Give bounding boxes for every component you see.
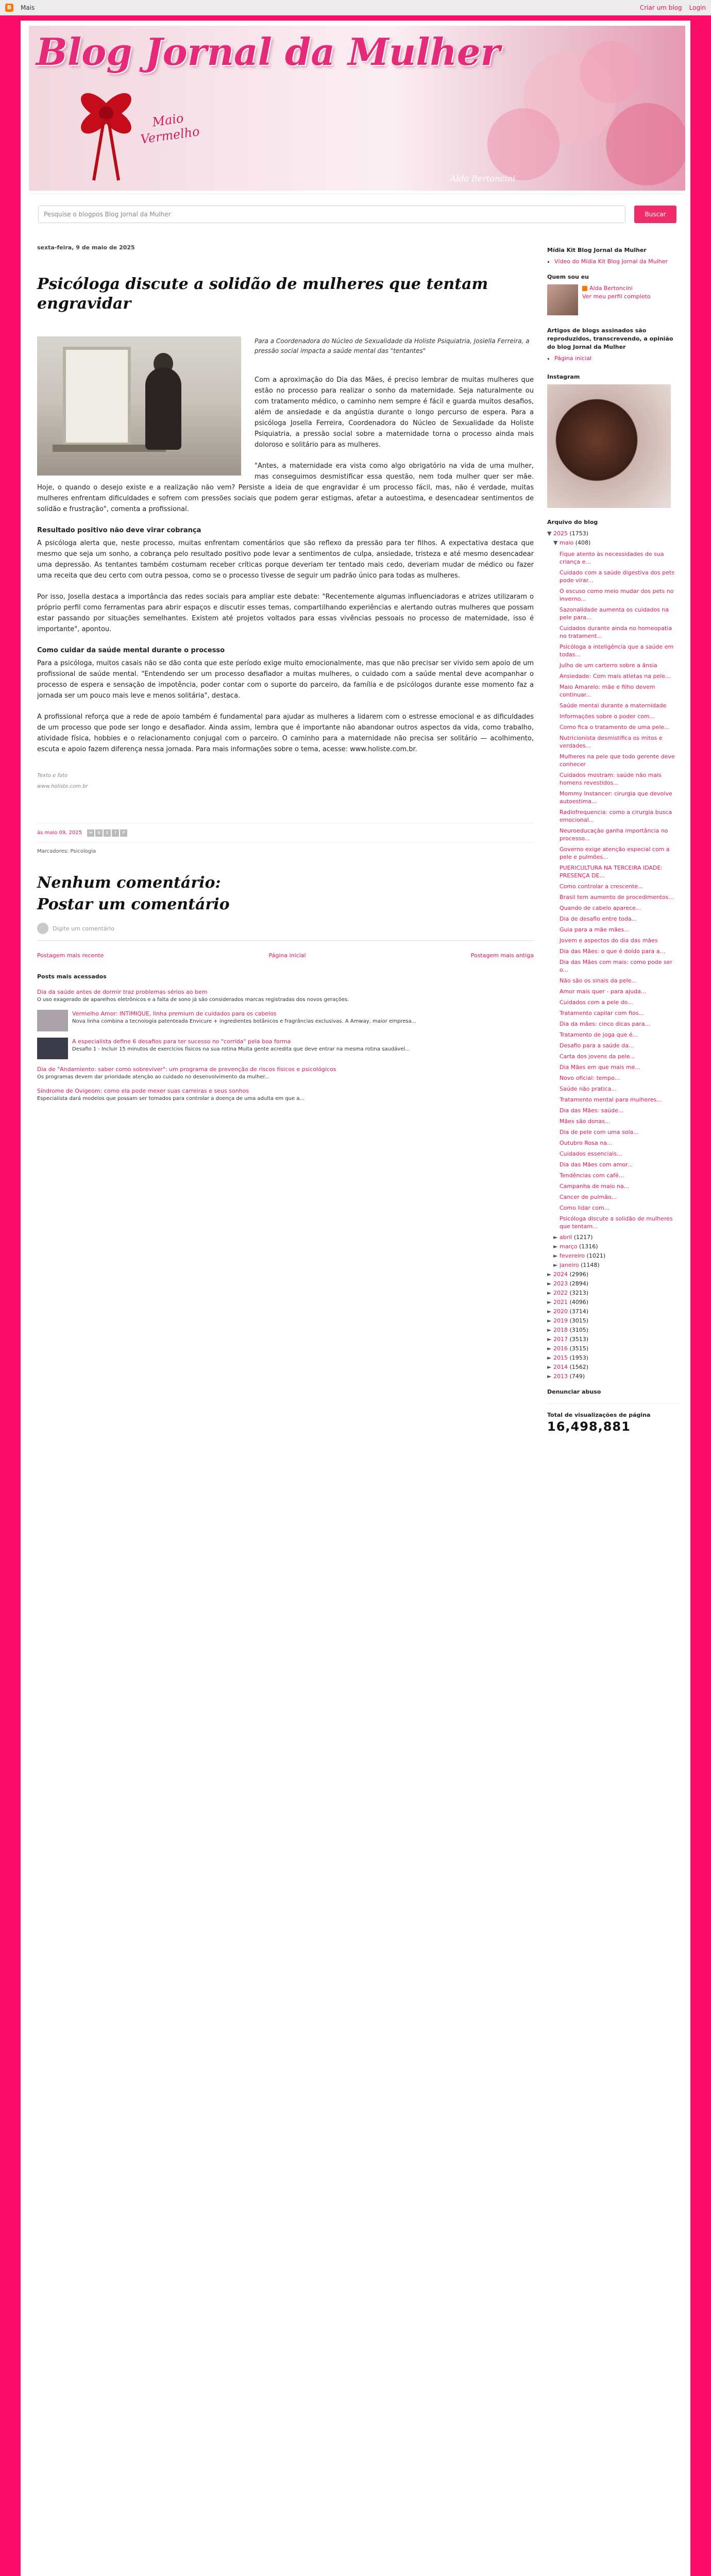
image-caption: Para a Coordenadora do Núcleo de Sexualidade da Holiste Psiquiatria, Josiella Ferreira, a pressão social impacta a saúde mental das "tentantes" bbox=[255, 337, 530, 354]
archive-post-link[interactable]: Dia de pele com uma sola... bbox=[560, 1129, 639, 1136]
triangle-right-icon[interactable]: ► bbox=[553, 1252, 558, 1259]
triangle-down-icon[interactable]: ▼ bbox=[553, 539, 558, 546]
blogger-icon bbox=[582, 286, 587, 291]
profile-name[interactable]: Alda Bertoncini bbox=[589, 285, 633, 292]
archive-year-count: (2996) bbox=[569, 1271, 589, 1278]
post-source-link[interactable]: www.holiste.com.br bbox=[37, 784, 88, 789]
archive-month[interactable] bbox=[547, 1252, 679, 1260]
popular-post-title[interactable]: Dia da saúde antes de dormir traz problemas sérios ao bem bbox=[37, 989, 208, 995]
search-input[interactable]: Pesquise o blogpos Blog Jornal da Mulher bbox=[38, 206, 625, 223]
main-column bbox=[37, 239, 534, 1103]
archive-post-link[interactable]: Maio Amarelo: mãe e filho devem continuar... bbox=[560, 684, 655, 698]
profile-photo[interactable] bbox=[547, 284, 578, 315]
archive-month-label[interactable]: fevereiro bbox=[560, 1252, 585, 1259]
popular-post-item[interactable] bbox=[37, 1010, 534, 1031]
post-body bbox=[37, 334, 534, 792]
red-bow-icon bbox=[81, 93, 131, 180]
archive-post-link[interactable]: Quando de cabelo aparece... bbox=[560, 905, 641, 911]
archive-post-link[interactable]: Fique atento às necessidades de sua criança e... bbox=[560, 551, 664, 565]
popular-post-snippet: Os programas devem dar prioridade atenção ao cuidado no desenvolvimento da mulher... bbox=[37, 1074, 270, 1080]
sidebar bbox=[547, 239, 679, 1434]
archive-year-label[interactable]: 2016 bbox=[553, 1345, 568, 1352]
triangle-right-icon[interactable]: ► bbox=[553, 1234, 558, 1241]
popular-post-item[interactable] bbox=[37, 1038, 534, 1059]
archive-year-count: (4096) bbox=[569, 1299, 589, 1306]
profile-heading: Quem sou eu bbox=[547, 274, 589, 280]
triangle-right-icon[interactable]: ► bbox=[547, 1299, 552, 1306]
archive-year[interactable] bbox=[547, 1345, 679, 1353]
archive-post-link[interactable]: Cancer de pulmão... bbox=[560, 1194, 617, 1200]
archive-year-label[interactable]: 2014 bbox=[553, 1364, 568, 1370]
post-subheading-2: Como cuidar da saúde mental durante o processo bbox=[37, 647, 225, 654]
archive-year-label[interactable]: 2015 bbox=[553, 1354, 568, 1361]
comment-form bbox=[37, 923, 534, 941]
archive-year[interactable] bbox=[547, 1372, 679, 1381]
popular-post-title[interactable]: Vermelho Amor: INTIMIQUE, linha premium de cuidados para os cabelos bbox=[72, 1010, 277, 1017]
archive-year-count: (1753) bbox=[569, 530, 589, 537]
archive-post-link[interactable]: Tratamento de joga que é... bbox=[560, 1031, 638, 1038]
profile-widget bbox=[547, 284, 679, 315]
archive-year[interactable] bbox=[547, 1289, 679, 1297]
archive-year[interactable] bbox=[547, 1317, 679, 1325]
popular-post-title[interactable]: A especialista define 6 desafios para ter sucesso no "corrida" pela boa forma bbox=[72, 1038, 291, 1045]
post-source: Texto e foto bbox=[37, 773, 68, 778]
archive-post-link[interactable]: Dia das Mães com mais: como pode ser o... bbox=[560, 959, 673, 973]
popular-post-snippet: O uso exagerado de aparelhos eletrônicos e a falta de sono já são considerados marcas registradas dos novos gerações. bbox=[37, 997, 349, 1003]
archive-post-link[interactable]: Outubro Rosa na... bbox=[560, 1140, 613, 1146]
archive-year[interactable] bbox=[547, 1363, 679, 1371]
post-timestamp[interactable]: às maio 09, 2025 bbox=[37, 830, 82, 836]
archive-month-label[interactable]: março bbox=[560, 1243, 578, 1250]
triangle-right-icon[interactable]: ► bbox=[553, 1243, 558, 1250]
archive-month-count: (1148) bbox=[581, 1262, 600, 1268]
pageviews-counter: 16,498,881 bbox=[547, 1419, 631, 1434]
popular-post-title[interactable]: Síndrome de Ovigeom: como ela pode mexer suas carreiras e seus sonhos bbox=[37, 1088, 249, 1094]
popular-post-snippet: Especialista dará modelos que possam ser tomados para controlar a doença de uma adulta em que a... bbox=[37, 1096, 305, 1101]
post-title[interactable]: Psicóloga discute a solidão de mulheres que tentam engravidar bbox=[37, 275, 488, 313]
home-link[interactable]: Página inicial bbox=[268, 952, 306, 959]
archive-post-link[interactable]: Dia das Mães: saúde... bbox=[560, 1107, 624, 1114]
archive-post-link[interactable]: Psicóloga discute a solidão de mulheres que tentam... bbox=[560, 1215, 673, 1230]
search-button[interactable]: Buscar bbox=[634, 206, 676, 223]
media-kit-heading: Mídia Kit Blog Jornal da Mulher bbox=[547, 247, 647, 253]
archive-heading: Arquivo do blog bbox=[547, 519, 598, 526]
subtitle-line-2: Vermelho bbox=[140, 124, 201, 147]
archive-year[interactable] bbox=[547, 1298, 679, 1307]
newer-post-link[interactable]: Postagem mais recente bbox=[37, 952, 104, 959]
post-paragraph-3: A psicóloga alerta que, neste processo, muitas enfrentam comentários que são reflexo da pressão para ter filhos. A expectativa destaca que mesmo que seja um sonho, a cobrança pelo resultado positivo pode levar a sentimentos de culpa, ansiedade, tristeza e até mesmo desencadear uma depressão. As tentantes também costumam receber críticas porque deveriam ter tentado mais cedo, deveriam mudar de médico ou fazer uma receita que deu certo com outra pessoa, como se o processo tivesse de seguir um padrão único para todas as mulheres. bbox=[37, 539, 534, 580]
popular-post-snippet: Nova linha combina a tecnologia patenteada Envicure + ingredientes botânicos e fragrâncias exclusivas. A Amway, maior empresa... bbox=[72, 1019, 417, 1024]
archive-month[interactable] bbox=[547, 1243, 679, 1251]
triangle-right-icon[interactable]: ► bbox=[547, 1354, 552, 1361]
archive-year-label[interactable]: 2013 bbox=[553, 1373, 568, 1380]
archive-year-label[interactable]: 2020 bbox=[553, 1308, 568, 1315]
login-link[interactable]: Login bbox=[689, 4, 706, 11]
archive-post-link[interactable]: Governo exige atenção especial com a pele e pulmões... bbox=[560, 846, 670, 860]
archive-post-link[interactable]: Neuroeducação ganha importância no processo... bbox=[560, 827, 668, 842]
archive-post-link[interactable]: Dia das Mães: o que é doído para a... bbox=[560, 948, 666, 955]
triangle-right-icon[interactable]: ► bbox=[547, 1317, 552, 1324]
archive-year[interactable] bbox=[547, 1270, 679, 1279]
archive-year-label[interactable]: 2019 bbox=[553, 1317, 568, 1324]
blog-pager bbox=[37, 950, 534, 961]
comments-heading bbox=[37, 872, 534, 916]
archive-post-link[interactable]: Saúde não pratica... bbox=[560, 1086, 617, 1092]
archive-post-link[interactable]: Mães são donas... bbox=[560, 1118, 611, 1125]
report-abuse-link[interactable]: Denunciar abuso bbox=[547, 1388, 679, 1404]
archive-post-link[interactable]: Como lidar com... bbox=[560, 1205, 610, 1211]
blogger-navbar bbox=[0, 0, 711, 15]
archive-month-label[interactable]: maio bbox=[560, 539, 574, 546]
popular-posts-heading: Posts mais acessados bbox=[37, 973, 107, 980]
archive-month-count: (1316) bbox=[579, 1243, 598, 1250]
older-post-link[interactable]: Postagem mais antiga bbox=[470, 952, 534, 959]
blogger-logo-icon[interactable]: B bbox=[5, 4, 13, 12]
triangle-right-icon[interactable]: ► bbox=[547, 1345, 552, 1352]
archive-post-link[interactable]: Cuidados com a pele do... bbox=[560, 999, 633, 1006]
archive-post-link[interactable]: Dia Mães em que mais me... bbox=[560, 1064, 640, 1071]
pinterest-share-icon[interactable]: P bbox=[120, 829, 127, 837]
archive-year[interactable] bbox=[547, 1335, 679, 1344]
post-paragraph-4: Por isso, Josella destaca a importância das redes sociais para ampliar este debate: "Recentemente algumas influenciadoras e atrizes utilizaram o próprio perfil como ferramentas para abrir espaços e discutir esses temas, compartilhando experiências e alertando outras mulheres que possam estar passando por situações semelhantes. Existem até projetos voltados para essas vivências pessoais no processo de maternidade, isso é importante", apontou. bbox=[37, 593, 534, 633]
archive-post-link[interactable]: O escuso como meio mudar dos pets no inverno... bbox=[560, 588, 674, 602]
archive-post-link[interactable]: Cuidados mostram: saúde não mais homens revestidos... bbox=[560, 772, 662, 786]
archive-post-link[interactable]: Dia das Mães com amor... bbox=[560, 1161, 633, 1168]
archive-post-link[interactable]: Novo oficial: tempo... bbox=[560, 1075, 620, 1081]
blog-header bbox=[29, 26, 685, 191]
post-comment-heading: Postar um comentário bbox=[37, 895, 230, 913]
archive-years-list bbox=[547, 1270, 679, 1381]
archive-post-link[interactable]: Tendências com café... bbox=[560, 1172, 624, 1179]
archive-year-count: (3105) bbox=[569, 1327, 589, 1333]
archive-post-link[interactable]: Julho de um carterro sobre a ânsia bbox=[560, 662, 657, 669]
archive-month-label[interactable]: janeiro bbox=[560, 1262, 579, 1268]
archive-post-link[interactable]: PUERICULTURA NA TERCEIRA IDADE: PRESENÇA DE... bbox=[560, 865, 663, 879]
blog-share-icon[interactable]: B bbox=[95, 829, 103, 837]
post-labels[interactable]: Marcadores: Psicologia bbox=[37, 849, 96, 854]
archive-year-count: (1562) bbox=[569, 1364, 589, 1370]
archive-year-count: (3015) bbox=[569, 1317, 589, 1324]
archive-month-label[interactable]: abril bbox=[560, 1234, 572, 1241]
archive-year-count: (749) bbox=[569, 1373, 585, 1380]
archive-month[interactable] bbox=[547, 1261, 679, 1269]
triangle-right-icon[interactable]: ► bbox=[547, 1271, 552, 1278]
navbar-right bbox=[640, 4, 706, 11]
archive-month-count: (1021) bbox=[586, 1252, 606, 1259]
archive-post-link[interactable]: Saúde mental durante a maternidade bbox=[560, 702, 667, 709]
email-share-icon[interactable]: ✉ bbox=[87, 829, 94, 837]
archive-year-label[interactable]: 2021 bbox=[553, 1299, 568, 1306]
archive-post-link[interactable]: Informações sobre o poder com... bbox=[560, 713, 655, 720]
twitter-share-icon[interactable]: X bbox=[104, 829, 111, 837]
archive-post-link[interactable]: Cuidados essenciais... bbox=[560, 1150, 622, 1157]
archive-year-label[interactable]: 2023 bbox=[553, 1280, 568, 1287]
archive-post-link[interactable]: Guia para a mãe mães... bbox=[560, 926, 630, 933]
profile-link[interactable]: Ver meu perfil completo bbox=[582, 293, 651, 300]
triangle-right-icon[interactable]: ► bbox=[547, 1373, 552, 1380]
popular-post-title[interactable]: Dia de "Andamiento: saber como sobreviver": um programa de prevenção de riscos físicos e psicológicos bbox=[37, 1066, 336, 1073]
archive-post-link[interactable]: Cuidados durante ainda no homeopatia no tratament... bbox=[560, 625, 672, 639]
archive-post-link[interactable]: Cuidado com a saúde digestiva dos pets pode virar... bbox=[560, 569, 674, 584]
post-image[interactable] bbox=[37, 336, 241, 476]
archive-year-count: (3714) bbox=[569, 1308, 589, 1315]
comments-count: Nenhum comentário: bbox=[37, 874, 221, 892]
archive-year-label[interactable]: 2024 bbox=[553, 1271, 568, 1278]
post-footer bbox=[37, 823, 534, 843]
archive-year-count: (1953) bbox=[569, 1354, 589, 1361]
archive-post-link[interactable]: Jovem e aspectos do dia das mães bbox=[560, 937, 658, 944]
popular-post-thumbnail[interactable] bbox=[37, 1010, 68, 1031]
archive-post-list bbox=[547, 550, 679, 1230]
archive-post-link[interactable]: Radiofrequencia: como a cirurgia busca emocional... bbox=[560, 809, 672, 823]
post-paragraph-6: A profissional reforça que a rede de apoio também é fundamental para ajudar as mulheres a lidarem com o estresse emocional e as dificuldades de um processo que pode ser longo e desafiador. Ainda assim, lembra que é importante não abandonar outros aspectos da vida, como trabalho, atividade física, hobbies e o relacionamento conjugal com o parceiro. O caminho para a maternidade não precisa ser solitário — acolhimento, escuta e apoio fazem diferença nessa jornada. Para mais informações sobre o tema, acesse: www.holiste.com.br. bbox=[37, 713, 534, 753]
archive-post-link[interactable]: Brasil tem aumento de procedimentos... bbox=[560, 894, 674, 901]
archive-post-link[interactable]: Como fica o tratamento de uma pele... bbox=[560, 724, 670, 731]
triangle-right-icon[interactable]: ► bbox=[547, 1336, 552, 1343]
share-buttons bbox=[87, 829, 127, 837]
archive-post-link[interactable]: Dia da mães: cinco dicas para... bbox=[560, 1021, 651, 1027]
archive-year-label[interactable]: 2017 bbox=[553, 1336, 568, 1343]
archive-year[interactable] bbox=[547, 1326, 679, 1334]
archive-year-count: (3515) bbox=[569, 1345, 589, 1352]
post-paragraph-5: Para a psicóloga, muitos casais não se dão conta que este período exige muito emocionalmente, mas que não precisar ser vivido sem apoio de um profissional de saúde mental. "Entendendo ser um processo desafiador a muitas mulheres, o cuidado com a saúde mental deve acompanhar o processo de espera e sensação de impotência, poder contar com o suporte do parceiro, da família e de psicólogos durante esse momento faz a jornada ser um pouco mais leve e menos solitária", destaca. bbox=[37, 659, 534, 700]
archive-month[interactable] bbox=[547, 539, 679, 547]
triangle-down-icon[interactable]: ▼ bbox=[547, 530, 552, 537]
archive-post-link[interactable]: Nutricionista desmistifica os mitos e verdades... bbox=[560, 735, 663, 749]
popular-posts-list bbox=[37, 988, 534, 1103]
popular-post-item[interactable] bbox=[37, 1087, 534, 1103]
blog-archive bbox=[547, 530, 679, 1381]
post-paragraph-1: Com a aproximação do Dia das Mães, é preciso lembrar de muitas mulheres que estão no processo para realizar o sonho da maternidade. Seja naturalmente ou com tratamento médico, o caminho nem sempre é fácil e guarda muitos desafios, além de ansiedade e da angústia durante o longo percurso de espera. Para a psicóloga Josella Ferreira, Coordenadora do Núcleo de Sexualidade da Holiste Psiquiatria, a pressão social sobre a maternidade torna o processo ainda mais doloroso e solitário para as mulheres. bbox=[255, 376, 534, 449]
archive-year[interactable] bbox=[547, 530, 679, 538]
archive-year-count: (3213) bbox=[569, 1290, 589, 1296]
popular-post-item[interactable] bbox=[37, 1065, 534, 1081]
archive-year-count: (2894) bbox=[569, 1280, 589, 1287]
post-paragraph-2: "Antes, a maternidade era vista como algo obrigatório na vida de uma mulher, mas conseguimos desmistificar essa questão, nem toda mulher quer ser mãe. Hoje, o quando o desejo existe e a realização não vem? Persiste a ideia de que engravidar é um processo fácil, mas, não é verdade, muitas mulheres enfrentam dificuldades e sofrem com pressões sociais que podem gerar estigmas, afetar a autoestima, e desencadear sentimentos de solidão e frustração", comenta a profissional. bbox=[37, 462, 534, 513]
homepage-link[interactable]: Página inicial bbox=[554, 355, 592, 362]
archive-post-link[interactable]: Carta dos jovens da pele... bbox=[560, 1053, 635, 1060]
subtitle-line-1: Maio bbox=[151, 111, 185, 130]
blog-content-outer bbox=[21, 21, 690, 2576]
archive-post-link[interactable]: Não são os sinais da pele... bbox=[560, 977, 637, 984]
archive-year[interactable] bbox=[547, 1354, 679, 1362]
header-author: Alda Bertoncini bbox=[450, 174, 515, 183]
more-menu-button[interactable]: Mais bbox=[21, 4, 35, 11]
archive-post-link[interactable]: Tratamento mental para mulheres... bbox=[560, 1096, 662, 1103]
archive-post-link[interactable]: Dia de desafio entre toda... bbox=[560, 916, 637, 922]
pageviews-heading: Total de visualizações de página bbox=[547, 1412, 651, 1418]
archive-post-link[interactable]: Sazonalidade aumenta os cuidados na pele para... bbox=[560, 606, 669, 621]
triangle-right-icon[interactable]: ► bbox=[547, 1308, 552, 1315]
triangle-right-icon[interactable]: ► bbox=[553, 1262, 558, 1268]
media-kit-link[interactable]: Vídeo do Mídia Kit Blog Jornal da Mulher bbox=[554, 258, 668, 265]
archive-post-link[interactable]: Mulheres na pele que todo gerente deve conhecer bbox=[560, 753, 675, 768]
archive-post-link[interactable]: Mommy Instancer: cirurgia que devolve autoestima... bbox=[560, 790, 672, 805]
archive-post-link[interactable]: Desafio para a saúde da... bbox=[560, 1042, 634, 1049]
facebook-share-icon[interactable]: f bbox=[112, 829, 119, 837]
disclaimer-heading: Artigos de blogs assinados são reproduzidos, transcrevendo, a opinião do blog Jornal da Mulher bbox=[547, 327, 673, 350]
instagram-image[interactable] bbox=[547, 384, 671, 508]
popular-post-thumbnail[interactable] bbox=[37, 1038, 68, 1059]
archive-year[interactable] bbox=[547, 1280, 679, 1288]
triangle-right-icon[interactable]: ► bbox=[547, 1280, 552, 1287]
archive-month-count: (1217) bbox=[573, 1234, 593, 1241]
popular-post-snippet: Desafio 1 - Incluir 15 minutos de exercícios físicos na sua rotina Muita gente acredita que deve entrar na mesma rotina saudável... bbox=[72, 1046, 410, 1052]
post-subheading-1: Resultado positivo não deve virar cobrança bbox=[37, 527, 201, 534]
archive-post-link[interactable]: Tratamento capilar com fios... bbox=[560, 1010, 644, 1016]
archive-post-link[interactable]: Campanha de maio na... bbox=[560, 1183, 630, 1190]
archive-post-link[interactable]: Ansiedade: Com mais atletas na pele... bbox=[560, 673, 671, 680]
search-section bbox=[29, 194, 685, 235]
archive-post-link[interactable]: Psicóloga a inteligência que a saúde em todas... bbox=[560, 643, 674, 658]
blog-title[interactable]: Blog Jornal da Mulher bbox=[36, 30, 500, 74]
archive-post-link[interactable]: Como controlar a crescente... bbox=[560, 883, 644, 890]
archive-year-label[interactable]: 2018 bbox=[553, 1327, 568, 1333]
create-blog-link[interactable]: Criar um blog bbox=[639, 4, 682, 11]
archive-year-label[interactable]: 2022 bbox=[553, 1290, 568, 1296]
archive-month-count: (408) bbox=[575, 539, 591, 546]
archive-year[interactable] bbox=[547, 1308, 679, 1316]
comment-input[interactable]: Digite um comentário bbox=[53, 925, 114, 932]
instagram-heading: Instagram bbox=[547, 374, 580, 380]
archive-month[interactable] bbox=[547, 1233, 679, 1242]
avatar bbox=[37, 923, 48, 934]
triangle-right-icon[interactable]: ► bbox=[547, 1364, 552, 1370]
post-date: sexta-feira, 9 de maio de 2025 bbox=[37, 244, 135, 251]
triangle-right-icon[interactable]: ► bbox=[547, 1327, 552, 1333]
triangle-right-icon[interactable]: ► bbox=[547, 1290, 552, 1296]
popular-post-item[interactable] bbox=[37, 988, 534, 1004]
archive-post-link[interactable]: Amor mais quer - para ajuda... bbox=[560, 988, 647, 995]
archive-year-count: (3513) bbox=[569, 1336, 589, 1343]
archive-year-label[interactable]: 2025 bbox=[553, 530, 568, 537]
